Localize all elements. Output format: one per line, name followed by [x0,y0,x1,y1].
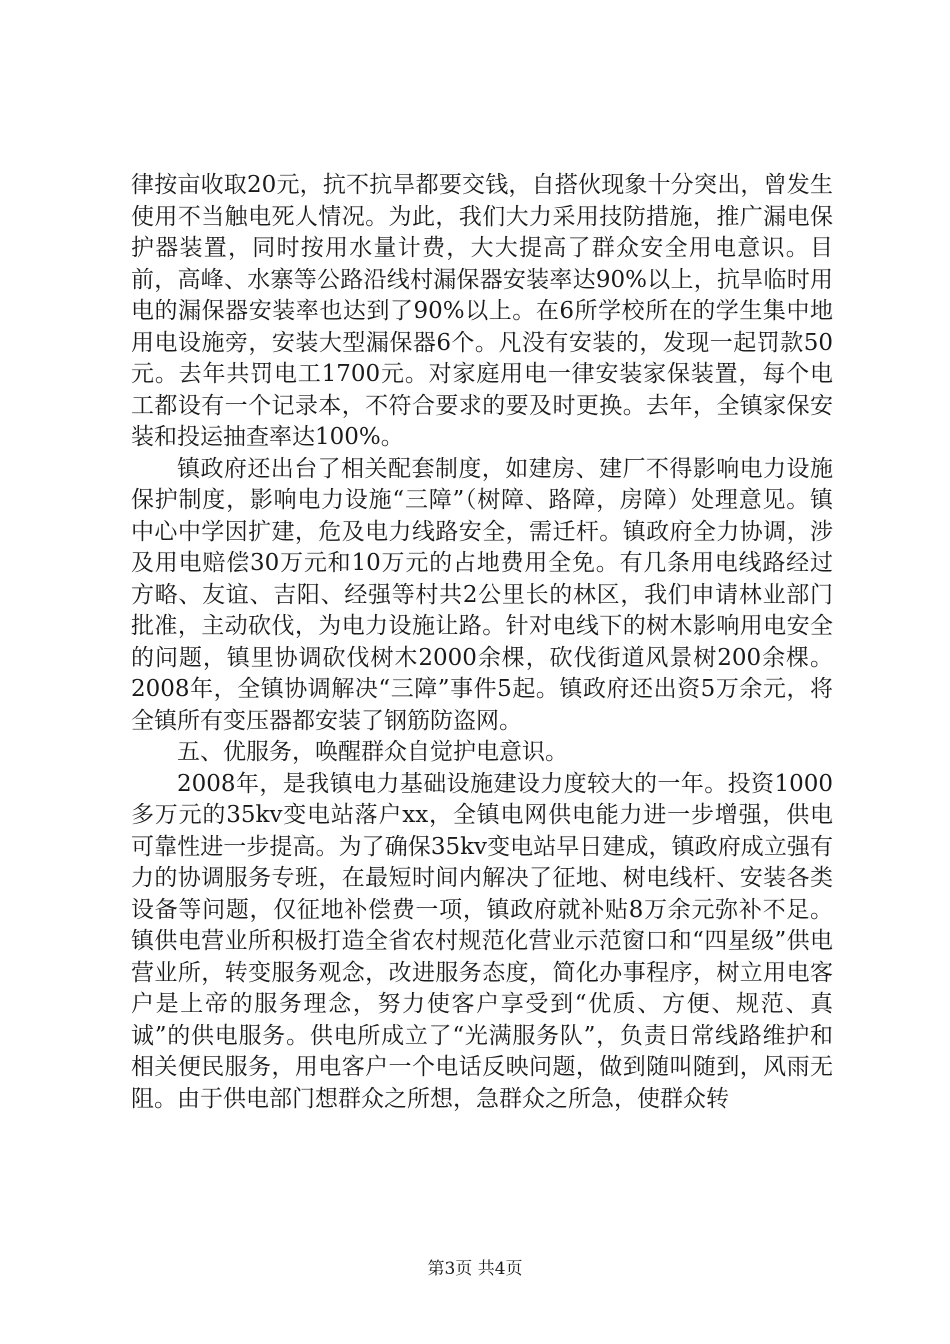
paragraph-1: 律按亩收取20元，抗不抗旱都要交钱，自搭伙现象十分突出，曾发生使用不当触电死人情况。为此，我们大力采用技防措施，推广漏电保护器装置，同时按用水量计费，大大提高了群众安全用电意识。目前，高峰、水寨等公路沿线村漏保器安装率达90%以上，抗旱临时用电的漏保器安装率也达到了90%以上。在6所学校所在的学生集中地用电设施旁，安装大型漏保器6个。凡没有安装的，发现一起罚款50元。去年共罚电工1700元。对家庭用电一律安装家保装置，每个电工都设有一个记录本，不符合要求的要及时更换。去年，全镇家保安装和投运抽查率达100%。 [131,172,833,450]
page-number: 第3页 共4页 [427,1259,523,1279]
document-body [131,170,833,1115]
paragraph-3: 2008年，是我镇电力基础设施建设力度较大的一年。投资1000多万元的35kv变电站落户xx，全镇电网供电能力进一步增强，供电可靠性进一步提高。为了确保35kv变电站早日建成，镇政府成立强有力的协调服务专班，在最短时间内解决了征地、树电线杆、安装各类设备等问题，仅征地补偿费一项，镇政府就补贴8万余元弥补不足。镇供电营业所积极打造全省农村规范化营业示范窗口和“四星级”供电营业所，转变服务观念，改进服务态度，简化办事程序，树立用电客户是上帝的服务理念，努力使客户享受到“优质、方便、规范、真诚”的供电服务。供电所成立了“光满服务队”，负责日常线路维护和相关便民服务，用电客户一个电话反映问题，做到随叫随到，风雨无阻。由于供电部门想群众之所想，急群众之所急，使群众转 [131,770,833,1112]
section-heading: 五、优服务，唤醒群众自觉护电意识。 [177,739,568,765]
paragraph-2: 镇政府还出台了相关配套制度，如建房、建厂不得影响电力设施保护制度，影响电力设施“三障”（树障、路障，房障）处理意见。镇中心中学因扩建，危及电力线路安全，需迁杆。镇政府全力协调，涉及用电赔偿30万元和10万元的占地费用全免。有几条用电线路经过方略、友谊、吉阳、经强等村共2公里长的林区，我们申请林业部门批准，主动砍伐，为电力设施让路。针对电线下的树木影响用电安全的问题，镇里协调砍伐树木2000余棵，砍伐街道风景树200余棵。2008年，全镇协调解决“三障”事件5起。镇政府还出资5万余元，将全镇所有变压器都安装了钢筋防盗网。 [131,455,833,734]
page-footer [0,1254,950,1279]
